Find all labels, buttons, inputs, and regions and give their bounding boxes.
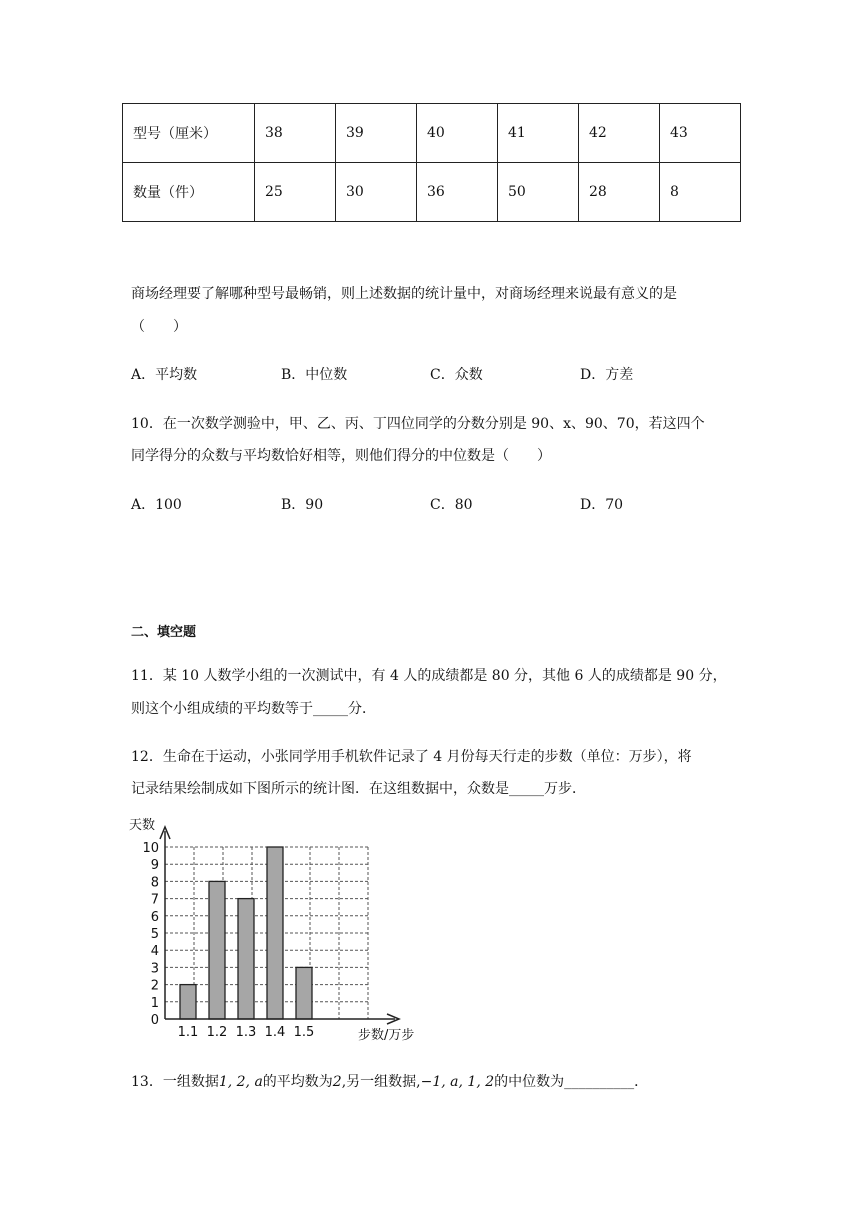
table-cell: 42 — [579, 104, 660, 163]
q13-part1: 13．一组数据 — [131, 1074, 219, 1090]
q13-math1: 1, 2, a — [218, 1074, 263, 1090]
x-tick-label: 1.4 — [264, 1025, 286, 1040]
table-cell: 30 — [336, 163, 417, 222]
table-cell: 39 — [336, 104, 417, 163]
table-cell: 36 — [417, 163, 498, 222]
y-tick-label: 3 — [150, 961, 159, 977]
bar — [209, 881, 225, 1019]
q9-option-a: A．平均数 — [131, 367, 198, 383]
chart-y-axis-label: 天数 — [129, 818, 156, 833]
q13-math2: 2 — [332, 1074, 342, 1090]
y-tick-label: 9 — [150, 858, 159, 874]
table-cell: 38 — [255, 104, 336, 163]
table-cell: 数量（件） — [123, 163, 255, 222]
bar — [180, 985, 196, 1019]
section-title: 二、填空题 — [131, 625, 197, 640]
y-tick-label: 5 — [150, 927, 159, 942]
size-quantity-table — [122, 103, 741, 222]
q13-math3: −1, a, 1, 2 — [420, 1074, 495, 1090]
table-cell: 41 — [498, 104, 579, 163]
q13-text — [131, 1071, 648, 1091]
table-cell: 28 — [579, 163, 660, 222]
table-row — [123, 104, 741, 163]
q13-part4: 的中位数为__________． — [494, 1074, 649, 1090]
q9-stem-line1: 商场经理要了解哪种型号最畅销，则上述数据的统计量中，对商场经理来说最有意义的是 — [131, 286, 677, 302]
table-cell: 25 — [255, 163, 336, 222]
table-cell: 40 — [417, 104, 498, 163]
y-tick-label: 2 — [150, 978, 159, 994]
table-cell: 8 — [660, 163, 741, 222]
x-tick-label: 1.1 — [177, 1025, 199, 1040]
q12-line2: 记录结果绘制成如下图所示的统计图．在这组数据中，众数是_____万步． — [131, 781, 586, 797]
y-tick-label: 7 — [150, 892, 159, 908]
chart-x-ticks — [178, 1025, 315, 1040]
table-cell: 43 — [660, 104, 741, 163]
q10-option-b: B．90 — [281, 497, 324, 513]
q9-option-d: D．方差 — [580, 367, 634, 383]
table-cell: 50 — [498, 163, 579, 222]
y-tick-label: 8 — [150, 875, 159, 891]
x-tick-label: 1.2 — [206, 1025, 228, 1040]
x-tick-label: 1.3 — [235, 1025, 257, 1040]
y-tick-label: 4 — [150, 944, 159, 960]
chart-y-ticks — [142, 841, 159, 1028]
y-tick-label: 1 — [150, 995, 159, 1011]
table-cell: 型号（厘米） — [123, 104, 255, 163]
bar — [267, 847, 283, 1019]
q12-line1: 12．生命在于运动，小张同学用手机软件记录了 4 月份每天行走的步数（单位：万步），将 — [131, 749, 692, 765]
steps-bar-chart — [125, 815, 425, 1050]
q13-part3: ,另一组数据, — [341, 1074, 421, 1090]
q10-line2: 同学得分的众数与平均数恰好相等，则他们得分的中位数是（ ） — [131, 448, 551, 464]
y-tick-label: 10 — [142, 841, 159, 856]
y-tick-label: 6 — [150, 909, 159, 925]
bar — [296, 967, 312, 1019]
chart-x-axis-label: 步数/万步 — [358, 1028, 415, 1043]
y-tick-label: 0 — [150, 1013, 159, 1028]
q9-option-b: B．中位数 — [281, 367, 348, 383]
bar — [238, 899, 254, 1019]
q9-option-c: C．众数 — [430, 367, 483, 383]
q13-part2: 的平均数为 — [262, 1074, 333, 1090]
q10-option-c: C．80 — [430, 497, 473, 513]
q11-line1: 11．某 10 人数学小组的一次测试中，有 4 人的成绩都是 80 分，其他 6 人的成绩都是 90 分， — [131, 668, 727, 684]
table-row — [123, 163, 741, 222]
q9-stem-line2: （ ） — [131, 319, 187, 335]
q10-option-d: D．70 — [580, 497, 624, 513]
q11-line2: 则这个小组成绩的平均数等于_____分． — [131, 701, 376, 717]
q10-line1: 10．在一次数学测验中，甲、乙、丙、丁四位同学的分数分别是 90、x、90、70，若这四个 — [131, 416, 705, 432]
q10-option-a: A．100 — [131, 497, 182, 513]
x-tick-label: 1.5 — [293, 1025, 315, 1040]
